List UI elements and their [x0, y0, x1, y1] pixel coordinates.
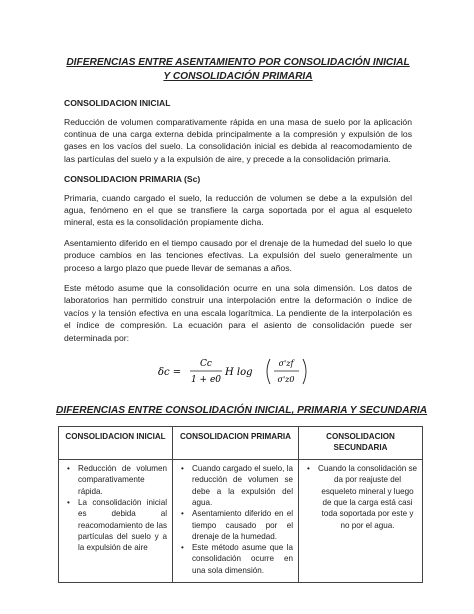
table-header-row [59, 426, 423, 459]
right-paren [303, 359, 306, 384]
equation-numerator: Cc [200, 359, 212, 370]
list-item: • Asentamiento diferido en el tiempo causado por el drenaje de la humedad. [192, 508, 293, 542]
list-item: • Cuando la consolidación se da por reajuste del esqueleto mineral y luego de que la carga está casi toda soportada por este y no por el agua. [318, 463, 417, 531]
section-heading-inicial: CONSOLIDACION INICIAL [64, 98, 171, 109]
comparison-table [58, 426, 423, 583]
list-item: • Cuando cargado el suelo, la reducción de volumen se debe a la expulsión del agua. [192, 463, 293, 508]
list-primaria [177, 463, 293, 576]
cell-inicial [59, 460, 173, 583]
section-heading-primaria: CONSOLIDACION PRIMARIA (Sc) [64, 174, 201, 185]
cell-secundaria [299, 460, 423, 583]
list-secundaria [303, 463, 417, 531]
list-item: • Reducción de volumen comparativamente rápida. [78, 463, 167, 497]
header-primaria: CONSOLIDACION PRIMARIA [173, 426, 299, 459]
equation-graphic [158, 353, 318, 391]
list-inicial [63, 463, 167, 553]
paragraph-primaria-2: Asentamiento diferido en el tiempo causado por el drenaje de la humedad del suelo lo que produce cambios en las tenciones efectivas. La expulsión del suelo generalmente un proceso a largo plazo que puede llevar de semanas a años. [64, 237, 412, 273]
table-row [59, 460, 423, 583]
paragraph-primaria-1: Primaria, cuando cargado el suelo, la reducción de volumen se debe a la expulsión del agua, fenómeno en el que se transfiere la carga soportada por el agua al esqueleto mineral, esta es la consolidación propiamente dicha. [64, 192, 412, 228]
header-secundaria: CONSOLIDACION SECUNDARIA [299, 426, 423, 459]
consolidation-equation [64, 352, 412, 392]
document-title: DIFERENCIAS ENTRE ASENTAMIENTO POR CONSOLIDACIÓN INICIAL Y CONSOLIDACIÓN PRIMARIA [66, 57, 410, 82]
left-paren [267, 359, 270, 384]
paragraph-inicial: Reducción de volumen comparativamente rápida en una masa de suelo por la aplicación continua de una carga externa debida principalmente a la compresión y expulsión de los gases en los vacíos del suelo. La consolidación inicial es debida al reacomodamiento de las partículas del suelo y a la expulsión de aire, y precede a la consolidación primaria. [64, 116, 412, 164]
list-item: • La consolidación inicial es debida al reacomodamiento de las partículas del suelo y a la expulsión de aire [78, 497, 167, 553]
log-denominator: σ'z0 [277, 375, 295, 385]
log-numerator: σ'zf [278, 359, 294, 369]
header-inicial: CONSOLIDACION INICIAL [59, 426, 173, 459]
cell-primaria [173, 460, 299, 583]
equation-denominator: 1 + e0 [190, 375, 222, 386]
equation-mid: H log [225, 367, 253, 379]
list-item: • Este método asume que la consolidación ocurre en una sola dimensión. [192, 542, 293, 576]
paragraph-primaria-3: Este método asume que la consolidación ocurre en una sola dimensión. Los datos de laboratorios han permitido construir una interpolación entre la deformación o índice de vacíos y la tensión efectiva en una escala logarítmica. La pendiente de la interpolación es el índice de compresión. La ecuación para el asiento de consolidación puede ser determinada por: [64, 283, 412, 343]
comparison-title: DIFERENCIAS ENTRE CONSOLIDACIÓN INICIAL, PRIMARIA Y SECUNDARIA [56, 405, 428, 417]
equation-lhs: δc = [158, 367, 182, 379]
